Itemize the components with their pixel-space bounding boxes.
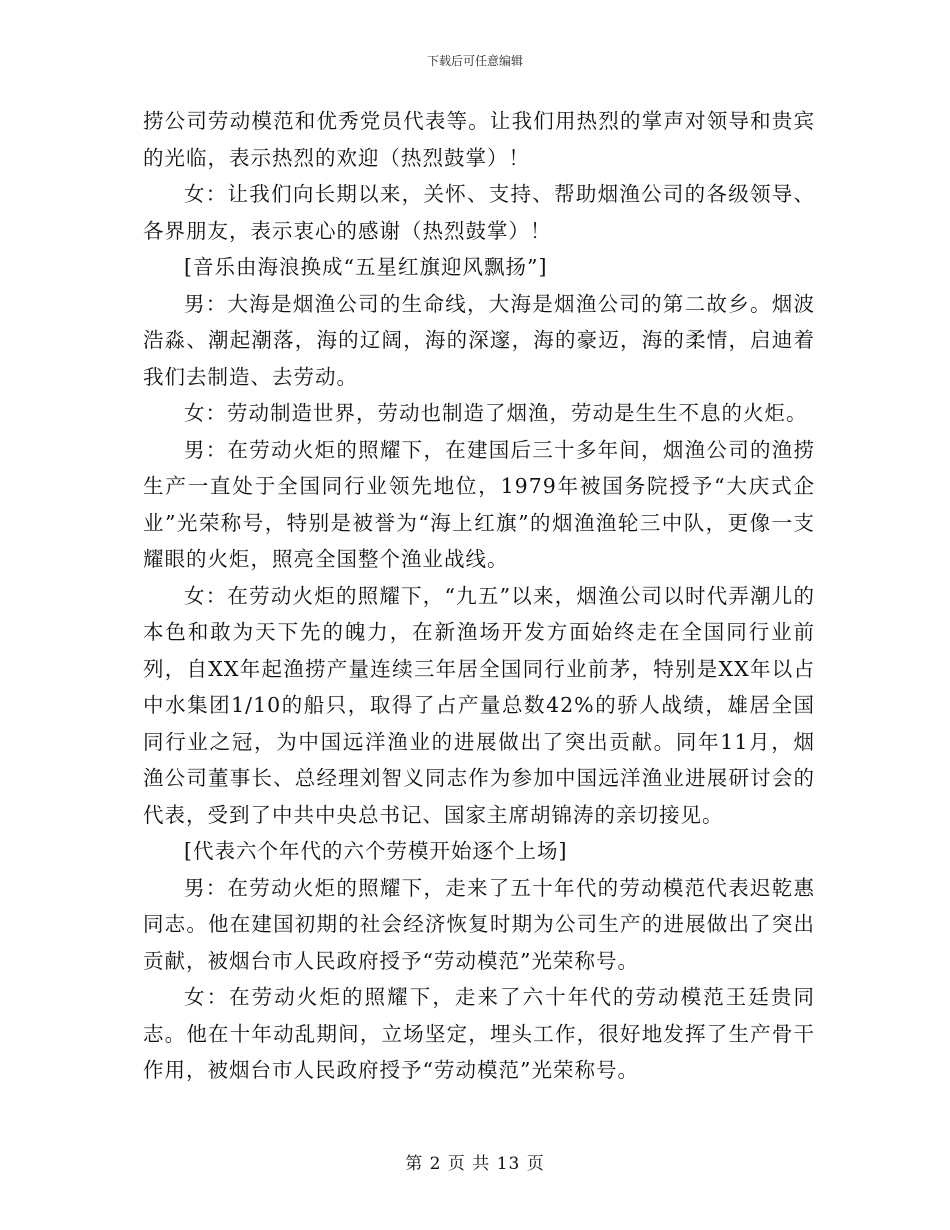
paragraph-male-fifties-model: 男：在劳动火炬的照耀下，走来了五十年代的劳动模范代表迟乾惠同志。他在建国初期的社会经济恢复时期为公司生产的进展做出了突出贡献，被烟台市人民政府授予“劳动模范”光荣称号。	[143, 875, 815, 973]
paragraph-female-achievements: 女：在劳动火炬的照耀下，“九五”以来，烟渔公司以时代弄潮儿的本色和敢为天下先的魄力，在新渔场开发方面始终走在全国同行业前列，自XX年起渔捞产量连续三年居全国同行业前茅，特别是XX年以占中水集团1/10的船只，取得了占产量总数42%的骄人战绩，雄居全国同行业之冠，为中国远洋渔业的进展做出了突出贡献。同年11月，烟渔公司董事长、总经理刘智义同志作为参加中国远洋渔业进展研讨会的代表，受到了中共中央总书记、国家主席胡锦涛的亲切接见。	[143, 583, 815, 827]
page-header: 下载后可任意编辑	[426, 54, 523, 68]
stage-direction-music: [音乐由海浪换成“五星红旗迎风飘扬”]	[184, 255, 548, 279]
document-body	[143, 103, 815, 1089]
page-number: 第 2 页 共 13 页	[405, 1154, 545, 1174]
paragraph-female-labor: 女：劳动制造世界，劳动也制造了烟渔，劳动是生生不息的火炬。	[184, 401, 808, 425]
paragraph-male-history: 男：在劳动火炬的照耀下，在建国后三十多年间，烟渔公司的渔捞生产一直处于全国同行业领先地位，1979年被国务院授予“大庆式企业”光荣称号，特别是被誉为“海上红旗”的烟渔渔轮三中队，更像一支耀眼的火炬，照亮全国整个渔业战线。	[143, 437, 815, 571]
paragraph-female-thanks: 女：让我们向长期以来，关怀、支持、帮助烟渔公司的各级领导、各界朋友，表示衷心的感谢（热烈鼓掌）！	[143, 182, 815, 243]
stage-direction-models: [代表六个年代的六个劳模开始逐个上场]	[184, 839, 568, 863]
paragraph-continuation: 捞公司劳动模范和优秀党员代表等。让我们用热烈的掌声对领导和贵宾的光临，表示热烈的欢迎（热烈鼓掌）！	[143, 109, 815, 170]
paragraph-male-sea: 男：大海是烟渔公司的生命线，大海是烟渔公司的第二故乡。烟波浩淼、潮起潮落，海的辽阔，海的深邃，海的豪迈，海的柔情，启迪着我们去制造、去劳动。	[143, 291, 815, 389]
paragraph-female-sixties-model: 女：在劳动火炬的照耀下，走来了六十年代的劳动模范王廷贵同志。他在十年动乱期间，立场坚定，埋头工作，很好地发挥了生产骨干作用，被烟台市人民政府授予“劳动模范”光荣称号。	[143, 985, 815, 1082]
